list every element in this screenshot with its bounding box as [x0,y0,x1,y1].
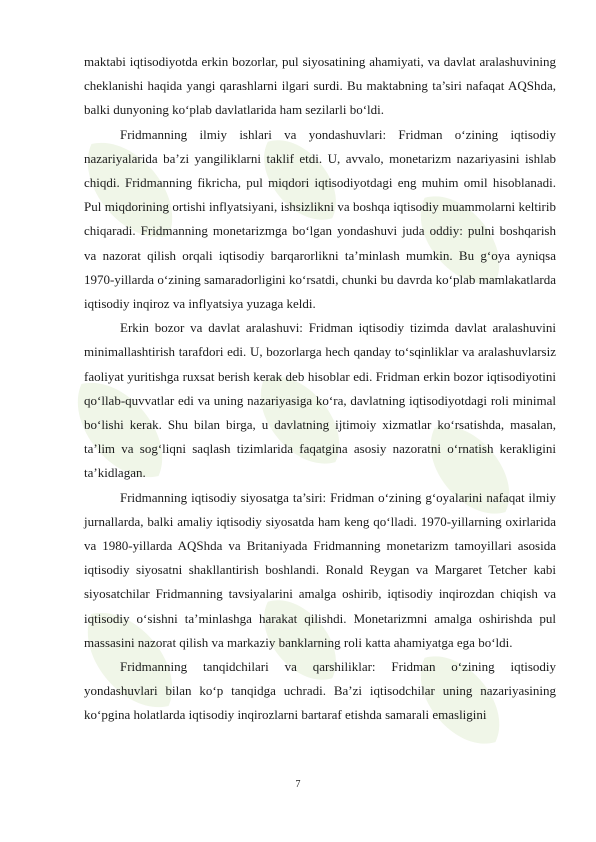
body-text [84,50,556,728]
paragraph: Fridmanning iqtisodiy siyosatga ta’siri: Fridman o‘zining g‘oyalarini nafaqat ilmiy jurnallarda, balki amaliy iqtisodiy siyosatda ham keng qo‘lladi. 1970-yillarning oxirlarida va 1980-yillarda AQShda va Britaniyada Fridmanning monetarizm tamoyillari asosida iqtisodiy siyosatni shakllantirish boshlandi. Ronald Reygan va Margaret Tetcher kabi siyosatchilar Fridmanning tavsiyalarini amalga oshirib, iqtisodiy inqirozdan chiqish va iqtisodiy o‘sishni ta’minlashga harakat qilishdi. Monetarizmni amalga oshirishda pul massasini nazorat qilish va markaziy banklarning roli katta ahamiyatga ega bo‘ldi. [84,489,556,650]
paragraph: maktabi iqtisodiyotda erkin bozorlar, pul siyosatining ahamiyati, va davlat aralashuvining cheklanishi haqida yangi qarashlarni ilgari surdi. Bu maktabning ta’siri nafaqat AQShda, balki dunyoning ko‘plab davlatlarida ham sezilarli bo‘ldi. [84,54,556,118]
paragraph: Erkin bozor va davlat aralashuvi: Fridman iqtisodiy tizimda davlat aralashuvini minimallashtirish tarafdori edi. U, bozorlarga hech qanday to‘sqinliklar va aralashuvlarsiz faoliyat yuritishga ruxsat berish kerak deb hisoblar edi. Fridman erkin bozor iqtisodiyotini qo‘llab-quvvatlar edi va uning nazariyasiga ko‘ra, davlatning iqtisodiyotdagi roli minimal bo‘lishi kerak. Shu bilan birga, u davlatning ijtimoiy xizmatlar ko‘rsatishda, masalan, ta’lim va sog‘liqni saqlash tizimlarida faqatgina asosiy nazoratni o‘rnatish kerakligini ta’kidlagan. [84,320,556,481]
page-number: 7 [295,779,301,790]
paragraph: Fridmanning ilmiy ishlari va yondashuvlari: Fridman o‘zining iqtisodiy nazariyalarida ba’zi yangiliklarni taklif etdi. U, avvalo, monetarizm nazariyasini ishlab chiqdi. Fridmanning fikricha, pul miqdori iqtisodiyotdagi eng muhim omil hisoblanadi. Pul miqdorining ortishi inflyatsiyani, ishsizlikni va boshqa iqtisodiy muammolarni keltirib chiqaradi. Fridmanning monetarizmga bo‘lgan yondashuvi juda oddiy: pulni boshqarish va nazorat qilish orqali iqtisodiy barqarorlikni ta’minlash mumkin. Bu g‘oya ayniqsa 1970-yillarda o‘zining samaradorligini ko‘rsatdi, chunki bu davrda ko‘plab mamlakatlarda iqtisodiy inqiroz va inflyatsiya yuzaga keldi. [84,126,556,312]
paragraph: Fridmanning tanqidchilari va qarshiliklar: Fridman o‘zining iqtisodiy yondashuvlari bilan ko‘p tanqidga uchradi. Ba’zi iqtisodchilar uning nazariyasining ko‘pgina holatlarda iqtisodiy inqirozlarni bartaraf etishda samarali emasligini [84,659,556,723]
